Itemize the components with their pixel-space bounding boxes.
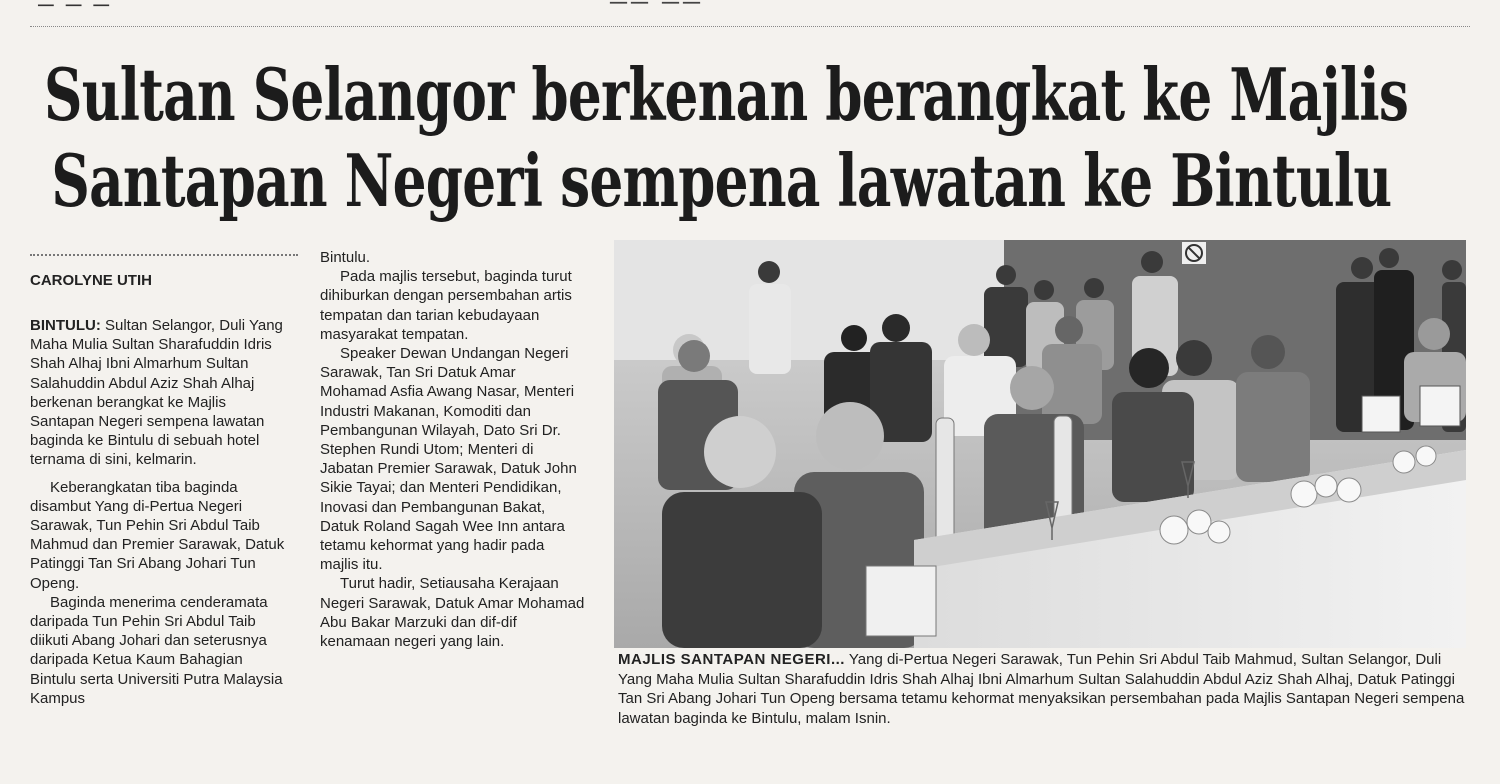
photo-caption [618,650,1470,728]
paragraph-7: Turut hadir, Setiausaha Kerajaan Negeri Sarawak, Datuk Amar Mohamad Abu Bakar Marzuki dan dif-dif kenamaan negeri yang lain. [320,575,585,651]
no-smoking-sign-icon [1182,242,1206,264]
byline-dotted-rule [30,254,298,256]
dateline: BINTULU: [30,317,101,334]
article-column-1 [30,316,292,708]
paragraph-2: Keberangkatan tiba baginda disambut Yang di-Pertua Negeri Sarawak, Tun Pehin Sri Abdul Taib Mahmud dan Premier Sarawak, Datuk Patinggi Tan Sri Abang Johari Tun Openg. [30,478,285,592]
headline-line-2: Santapan Negeri sempena lawatan ke Bintulu [51,138,1392,223]
top-dotted-rule [30,26,1470,27]
caption-text: Yang di-Pertua Negeri Sarawak, Tun Pehin Sri Abdul Taib Mahmud, Sultan Selangor, Duli Yang Maha Mulia Sultan Sharafuddin Idris Shah Alhaj Ibni Almarhum Sultan Salahuddin Abdul Aziz Shah Alhaj, Datuk Patinggi Tan Sri Abang Johari Tun Openg bersama tetamu kehormat menyaksikan persembahan pada Majlis Santapan Negeri sempena lawatan baginda ke Bintulu, malam Isnin. [618,651,1465,727]
paragraph-4-continued: Bintulu. [320,249,371,266]
article-column-2 [320,248,586,651]
article-headline [44,52,1409,224]
author-byline: CAROLYNE UTIH [30,272,152,289]
cropped-top-header [0,0,1500,26]
paragraph-1-text: Sultan Selangor, Duli Yang Maha Mulia Sultan Sharafuddin Idris Shah Alhaj Ibni Almarhum Sultan Salahuddin Abdul Aziz Shah Alhaj berkenan berangkat ke Majlis Santapan Negeri sempena lawatan baginda ke Bintulu di sebuah hotel ternama di sini, kelmarin. [30,317,283,469]
paragraph-3: Baginda menerima cenderamata daripada Tun Pehin Sri Abdul Taib diikuti Abang Johari dan seterusnya daripada Ketua Kaum Bahagian Bintulu serta Universiti Putra Malaysia Kampus [30,593,283,707]
cropped-section-label: ─ ─ ─ [38,0,112,17]
paragraph-5: Pada majlis tersebut, baginda turut dihiburkan dengan persembahan artis tempatan dan tarian kebudayaan masyarakat tempatan. [320,268,572,343]
paragraph-6: Speaker Dewan Undangan Negeri Sarawak, Tan Sri Datuk Amar Mohamad Asfia Awang Nasar, Menteri Industri Makanan, Komoditi dan Pembangunan Wilayah, Dato Sri Dr. Stephen Rundi Utom; Menteri di Jabatan Premier Sarawak, Datuk John Sikie Tayai; dan Menteri Pendidikan, Inovasi dan Pembangunan Bakat, Datuk Roland Sagah Wee Inn antara tetamu kehormat yang hadir pada majlis itu. [320,345,577,574]
event-photo-illustration [614,240,1466,648]
cropped-masthead: ── ── [610,0,705,16]
caption-lead: MAJLIS SANTAPAN NEGERI... [618,651,845,668]
paragraph-1 [30,316,292,470]
event-photo [614,240,1466,648]
headline-line-1: Sultan Selangor berkenan berangkat ke Majlis [44,52,1409,137]
